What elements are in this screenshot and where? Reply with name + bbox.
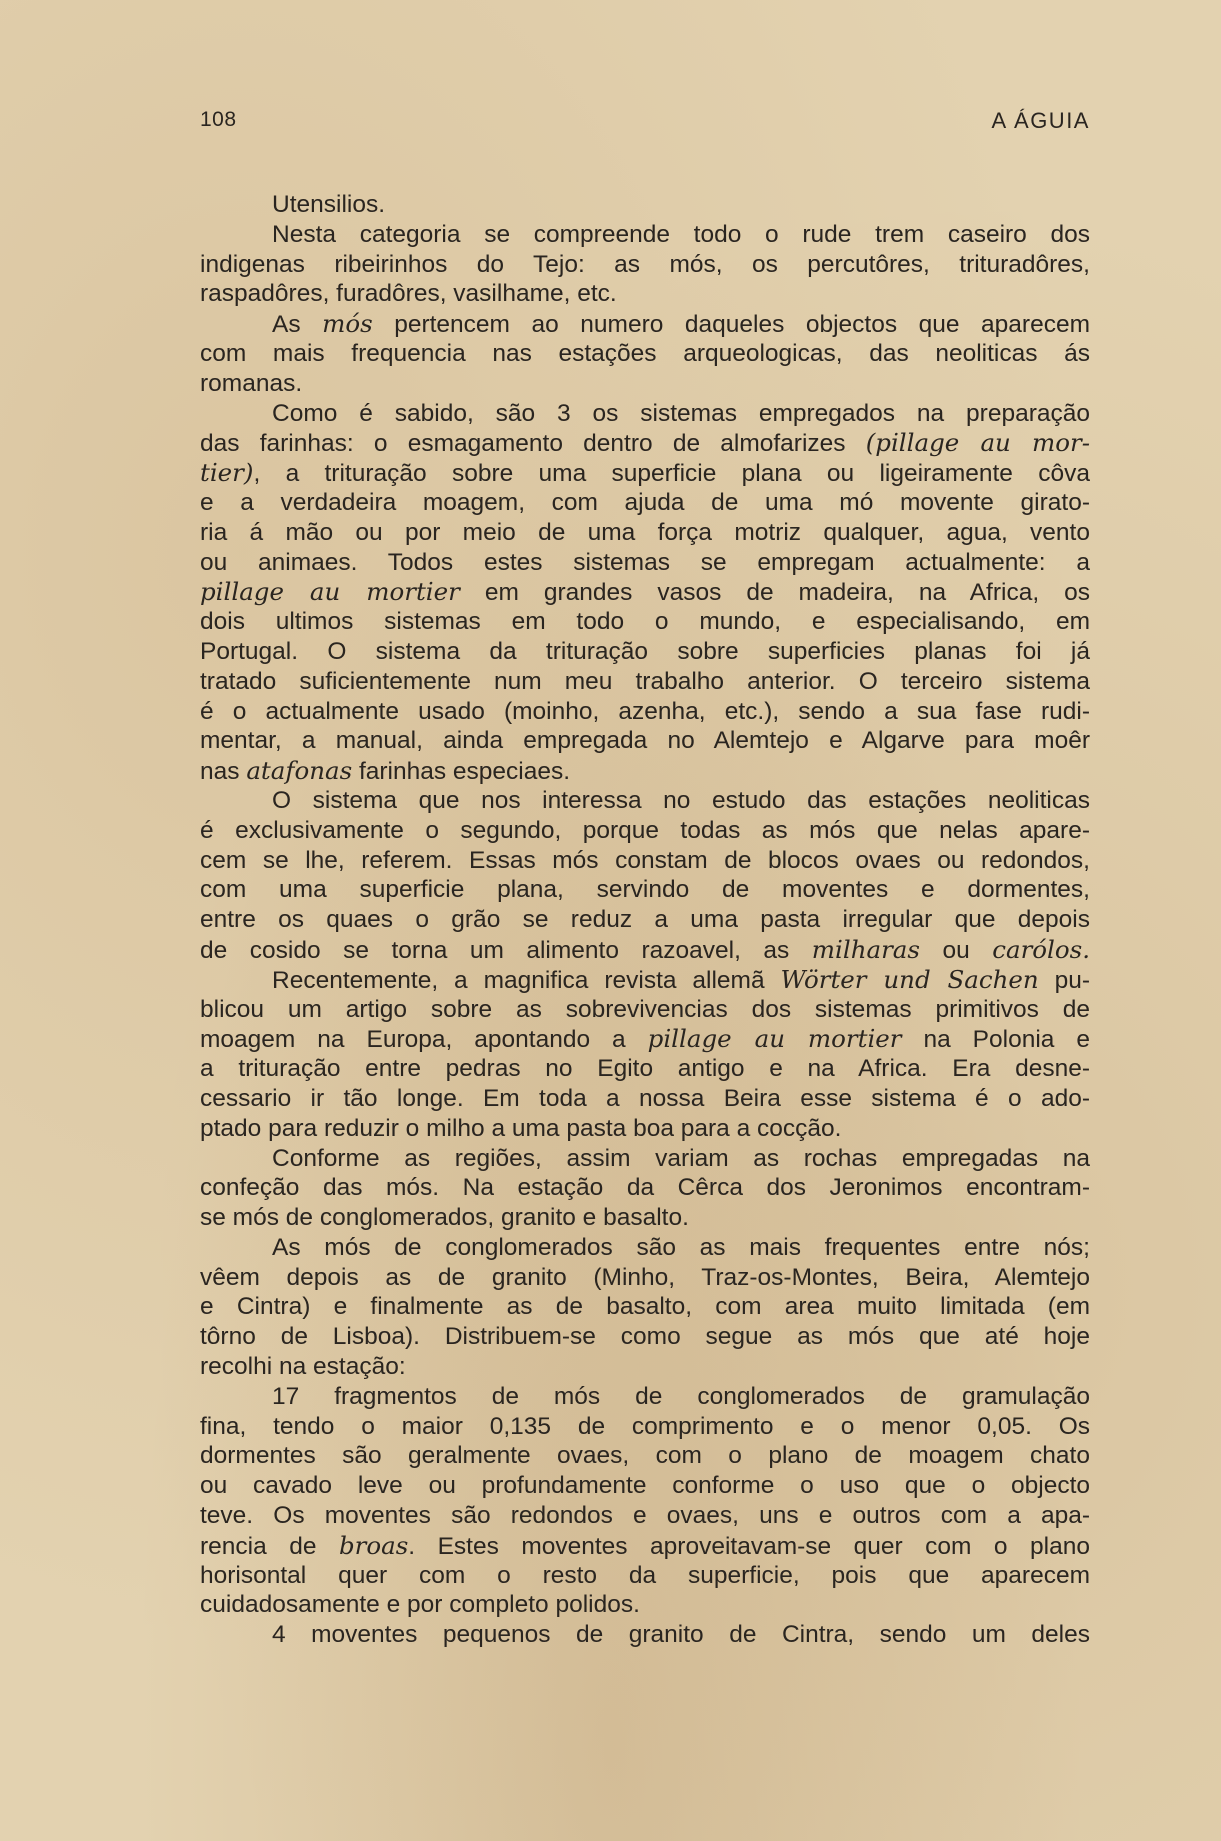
text-line — [200, 250, 1090, 280]
text-run: ria á mão ou por meio de uma força motriz qualquer, agua, vento — [200, 518, 1090, 546]
text-run: pertencem ao numero daqueles objectos que aparecem — [372, 311, 1090, 339]
text-run: pu- — [1038, 966, 1090, 994]
italic-term: mós — [322, 309, 373, 339]
text-line — [200, 905, 1090, 935]
text-line — [200, 1084, 1090, 1114]
text-line — [200, 756, 1090, 786]
text-run: e a verdadeira moagem, com ajuda de uma mó movente girato- — [200, 488, 1090, 516]
text-run: tôrno de Lisboa). Distribuem-se como segue as mós que até hoje — [200, 1323, 1090, 1351]
text-run: Portugal. O sistema da trituração sobre superficies planas foi já — [200, 637, 1090, 665]
text-line — [200, 1054, 1090, 1084]
italic-term: pillage au mortier — [200, 577, 460, 607]
text-run: em grandes vasos de madeira, na Africa, os — [459, 579, 1090, 607]
text-line — [200, 428, 1090, 458]
text-run: dois ultimos sistemas em todo o mundo, e especialisando, em — [200, 608, 1090, 636]
text-line — [200, 279, 1090, 309]
text-line — [200, 1441, 1090, 1471]
text-line — [200, 846, 1090, 876]
text-run: recolhi na estação: — [200, 1353, 406, 1381]
italic-term: carólos. — [992, 934, 1091, 964]
text-run: a trituração entre pedras no Egito antigo e na Africa. Era desne- — [200, 1055, 1090, 1083]
text-line — [200, 637, 1090, 667]
text-run: As — [272, 311, 323, 339]
text-line — [200, 220, 1090, 250]
text-run: confeção das mós. Na estação da Cêrca dos Jeronimos encontram- — [200, 1174, 1090, 1202]
body-text — [200, 190, 1090, 1650]
text-line — [200, 1173, 1090, 1203]
text-run: Recentemente, a magnifica revista allemã — [272, 966, 781, 994]
text-run: nas — [200, 758, 247, 786]
text-run: , a trituração sobre uma superficie plana ou ligeiramente côva — [253, 460, 1090, 488]
text-line — [200, 577, 1090, 607]
text-run: dormentes são geralmente ovaes, com o plano de moagem chato — [200, 1442, 1090, 1470]
text-run: ou animaes. Todos estes sistemas se empregam actualmente: a — [200, 548, 1090, 576]
text-line — [200, 786, 1090, 816]
text-line — [200, 935, 1090, 965]
text-run: 17 fragmentos de mós de conglomerados de gramulação — [272, 1382, 1090, 1410]
italic-term: tier) — [200, 458, 254, 488]
italic-term: Wörter und Sachen — [780, 964, 1039, 994]
text-run: fina, tendo o maior 0,135 de comprimento e o menor 0,05. Os — [200, 1412, 1090, 1440]
text-line — [200, 488, 1090, 518]
text-line — [200, 369, 1090, 399]
text-run: Como é sabido, são 3 os sistemas empregados na preparação — [272, 399, 1090, 427]
text-line — [200, 995, 1090, 1025]
text-line — [200, 697, 1090, 727]
italic-term: milharas — [811, 934, 920, 964]
text-run: é o actualmente usado (moinho, azenha, etc.), sendo a sua fase rudi- — [200, 697, 1090, 725]
text-run: Conforme as regiões, assim variam as rochas empregadas na — [272, 1144, 1090, 1172]
italic-term: pillage au mortier — [647, 1024, 902, 1054]
text-line — [200, 1412, 1090, 1442]
text-run: moagem na Europa, apontando a — [200, 1026, 648, 1054]
text-run: Utensilios. — [272, 191, 386, 218]
running-title: A ÁGUIA — [991, 108, 1090, 133]
text-line — [200, 1501, 1090, 1531]
text-line — [200, 1114, 1090, 1144]
text-run: na Polonia e — [901, 1026, 1091, 1054]
text-run: com mais frequencia nas estações arqueologicas, das neoliticas ás — [200, 339, 1090, 367]
text-line — [200, 1471, 1090, 1501]
text-run: se mós de conglomerados, granito e basalto. — [200, 1204, 689, 1232]
text-run: raspadôres, furadôres, vasilhame, etc. — [200, 280, 617, 308]
text-run: As mós de conglomerados são as mais frequentes entre nós; — [272, 1233, 1090, 1261]
text-line — [200, 548, 1090, 578]
text-run: mentar, a manual, ainda empregada no Alemtejo e Algarve para moêr — [200, 727, 1090, 755]
text-line — [200, 1352, 1090, 1382]
text-line — [200, 458, 1090, 488]
text-line — [200, 965, 1090, 995]
text-line — [200, 339, 1090, 369]
text-line — [200, 607, 1090, 637]
text-run: de cosido se torna um alimento razoavel, as — [200, 936, 812, 964]
page-number: 108 — [200, 108, 237, 131]
text-run: entre os quaes o grão se reduz a uma pasta irregular que depois — [200, 906, 1090, 934]
text-line — [200, 1620, 1090, 1650]
text-run: rencia de — [200, 1532, 339, 1560]
text-run: tratado suficientemente num meu trabalho anterior. O terceiro sistema — [200, 667, 1090, 695]
text-line — [200, 1263, 1090, 1293]
text-line — [200, 1233, 1090, 1263]
text-line — [200, 1292, 1090, 1322]
text-line — [200, 1024, 1090, 1054]
text-line — [200, 190, 1090, 220]
text-run: . Estes moventes aproveitavam-se quer com o plano — [408, 1532, 1090, 1560]
text-line — [200, 518, 1090, 548]
text-run: O sistema que nos interessa no estudo das estações neoliticas — [272, 786, 1090, 814]
text-run: Nesta categoria se compreende todo o rude trem caseiro dos — [272, 220, 1090, 248]
text-line — [200, 875, 1090, 905]
text-line — [200, 1144, 1090, 1174]
text-run: cuidadosamente e por completo polidos. — [200, 1591, 640, 1619]
text-run: é exclusivamente o segundo, porque todas as mós que nelas apare- — [200, 816, 1090, 844]
page-header — [200, 108, 1090, 138]
text-line — [200, 726, 1090, 756]
text-run: 4 moventes pequenos de granito de Cintra, sendo um deles — [272, 1621, 1090, 1649]
italic-term: broas — [338, 1530, 409, 1560]
text-line — [200, 399, 1090, 429]
text-line — [200, 1531, 1090, 1561]
text-line — [200, 1590, 1090, 1620]
text-run: cem se lhe, referem. Essas mós constam de blocos ovaes ou redondos, — [200, 846, 1090, 874]
text-run: cessario ir tão longe. Em toda a nossa Beira esse sistema é o ado- — [200, 1084, 1090, 1112]
italic-term: atafonas — [246, 756, 353, 786]
text-run: ou — [919, 936, 993, 964]
text-run: das farinhas: o esmagamento dentro de almofarizes — [200, 430, 866, 458]
text-line — [200, 309, 1090, 339]
italic-term: (pillage au mor- — [865, 428, 1090, 458]
text-run: vêem depois as de granito (Minho, Traz-os-Montes, Beira, Alemtejo — [200, 1263, 1090, 1291]
text-run: com uma superficie plana, servindo de moventes e dormentes, — [200, 876, 1090, 904]
text-line — [200, 667, 1090, 697]
text-line — [200, 1203, 1090, 1233]
text-line — [200, 816, 1090, 846]
text-run: farinhas especiaes. — [352, 758, 571, 786]
text-run: blicou um artigo sobre as sobrevivencias dos sistemas primitivos de — [200, 995, 1090, 1023]
text-run: e Cintra) e finalmente as de basalto, com area muito limitada (em — [200, 1293, 1090, 1321]
text-run: romanas. — [200, 369, 303, 397]
text-line — [200, 1382, 1090, 1412]
text-run: ou cavado leve ou profundamente conforme o uso que o objecto — [200, 1472, 1090, 1500]
text-run: indigenas ribeirinhos do Tejo: as mós, os percutôres, trituradôres, — [200, 250, 1090, 278]
text-line — [200, 1561, 1090, 1591]
text-run: teve. Os moventes são redondos e ovaes, uns e outros com a apa- — [200, 1502, 1090, 1530]
text-run: ptado para reduzir o milho a uma pasta boa para a cocção. — [200, 1114, 842, 1142]
text-line — [200, 1322, 1090, 1352]
text-run: horisontal quer com o resto da superficie, pois que aparecem — [200, 1561, 1090, 1589]
